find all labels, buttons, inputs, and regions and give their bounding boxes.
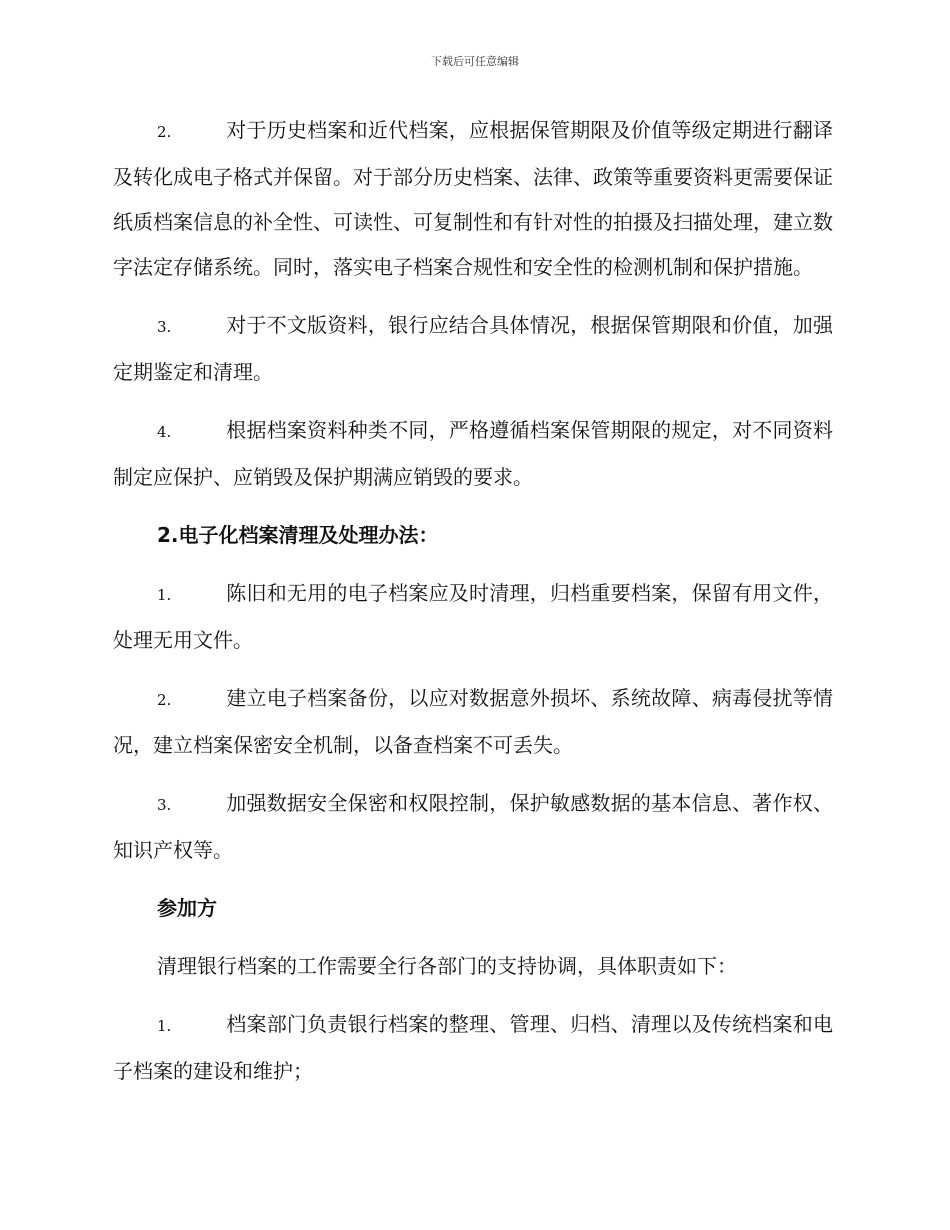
list-item-number: 3. [157,318,172,336]
list-item-number: 1. [157,1017,172,1035]
list-item [113,1002,833,1094]
list-item [113,108,833,290]
list-item-number: 1. [157,586,172,604]
list-item-number: 3. [157,796,172,814]
list-item [113,408,833,500]
list-item-number: 4. [157,423,172,441]
intro-paragraph: 清理银行档案的工作需要全行各部门的支持协调，具体职责如下： [157,954,737,978]
list-item [113,303,833,395]
list-item-text: 根据档案资料种类不同，严格遵循档案保管期限的规定，对不同资料制定应保护、应销毁及保护期满应销毁的要求。 [113,418,833,489]
page-header: 下载后可任意编辑 [431,55,519,68]
list-item-number: 2. [157,691,172,709]
section-heading: 2.电子化档案清理及处理办法： [157,523,439,547]
list-item [113,571,833,663]
list-item-text: 对于历史档案和近代档案，应根据保管期限及价值等级定期进行翻译及转化成电子格式并保留。对于部分历史档案、法律、政策等重要资料更需要保证纸质档案信息的补全性、可读性、可复制性和有针对性的拍摄及扫描处理，建立数字法定存储系统。同时，落实电子档案合规性和安全性的检测机制和保护措施。 [113,118,833,279]
list-item-number: 2. [157,123,172,141]
list-item-text: 加强数据安全保密和权限控制，保护敏感数据的基本信息、著作权、知识产权等。 [113,791,833,862]
list-item-text: 陈旧和无用的电子档案应及时清理，归档重要档案，保留有用文件，处理无用文件。 [113,581,833,652]
list-item-text: 档案部门负责银行档案的整理、管理、归档、清理以及传统档案和电子档案的建设和维护； [113,1012,833,1083]
list-item [113,781,833,873]
list-item-text: 建立电子档案备份，以应对数据意外损坏、系统故障、病毒侵扰等情况，建立档案保密安全机制，以备查档案不可丢失。 [113,686,833,757]
list-item-text: 对于不文版资料，银行应结合具体情况，根据保管期限和价值，加强定期鉴定和清理。 [113,313,833,384]
document-body [113,108,833,1107]
list-item [113,676,833,768]
section-heading: 参加方 [157,896,217,920]
